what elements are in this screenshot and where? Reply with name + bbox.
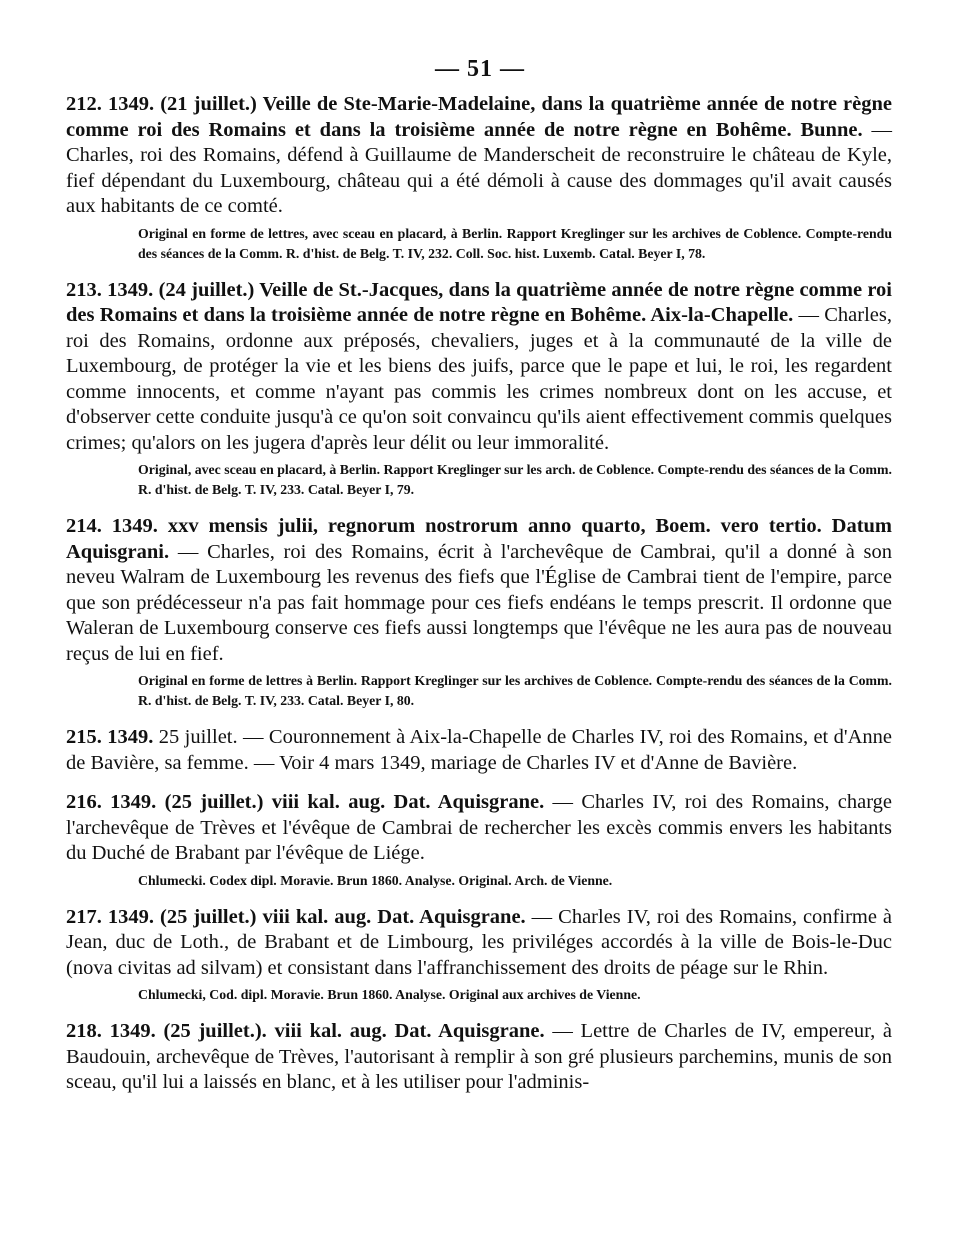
entry-text: [66, 790, 892, 867]
entry-216: [66, 790, 892, 891]
entry-body: — Charles, roi des Romains, défend à Guillaume de Manderscheit de reconstruire le château de Kyle, fief dépendant du Luxembourg, château qui a été démoli à cause des dommages qu'il avait causés aux habitants de ce comté.: [66, 118, 893, 217]
entry-heading: (25 juillet.) viii kal. aug. Dat. Aquisgrane.: [160, 905, 526, 928]
entry-source: Original, avec sceau en placard, à Berlin. Rapport Kreglinger sur les arch. de Coblence. Compte-rendu des séances de la Comm. R. d'hist. de Belg. T. IV, 233. Catal. Beyer I, 79.: [138, 462, 892, 497]
entry-body: — Lettre de Charles de IV, empereur, à Baudouin, archevêque de Trèves, l'autorisant à remplir à son gré plusieurs parchemins, munis de son sceau, qu'il lui a laissés en blanc, et à les utiliser pour l'adminis-: [66, 1020, 893, 1093]
entry-text: [66, 92, 892, 220]
entry-218: [66, 1019, 892, 1096]
entry-213: [66, 278, 892, 501]
entry-text: [66, 905, 892, 982]
entry-heading: (25 juillet.) viii kal. aug. Dat. Aquisgrane.: [164, 791, 545, 813]
entry-source: Chlumecki. Codex dipl. Moravie. Brun 1860. Analyse. Original. Arch. de Vienne.: [138, 872, 613, 888]
entry-text: [66, 514, 892, 667]
entry-217: [66, 905, 892, 1006]
entry-214: [66, 514, 892, 711]
entry-number: 216. 1349.: [66, 791, 157, 813]
entry-heading: (21 juillet.) Veille de Ste-Marie-Madelaine, dans la quatrième année de notre règne comme roi des Romains et dans la troisième année de notre règne en Bohême. Bunne.: [66, 93, 893, 141]
entry-source: Original en forme de lettres, avec sceau en placard, à Berlin. Rapport Kreglinger sur les archives de Coblence. Compte-rendu des séances de la Comm. R. d'hist. de Belg. T. IV, 232. Coll. Soc. hist. Luxemb. Catal. Beyer I, 78.: [138, 225, 892, 261]
entry-body: — Charles IV, roi des Romains, charge l'archevêque de Trèves et l'évêque de Cambrai de rechercher les excès commis envers les habitants du Duché de Brabant par l'évêque de Liége.: [66, 791, 893, 864]
entry-215: [66, 725, 892, 776]
entry-body: 25 juillet. — Couronnement à Aix-la-Chapelle de Charles IV, roi des Romains, et d'Anne de Bavière, sa femme. — Voir 4 mars 1349, mariage de Charles IV et d'Anne de Bavière.: [66, 726, 892, 774]
page-number: — 51 —: [435, 56, 525, 82]
entry-heading: (24 juillet.) Veille de St.-Jacques, dans la quatrième année de notre règne comme roi des Romains et dans la troisième année de notre règne en Bohême. Aix-la-Chapelle.: [66, 278, 893, 326]
entry-number: 217. 1349.: [66, 905, 154, 928]
entry-number: 212. 1349.: [66, 93, 155, 115]
regestes-list: [66, 92, 892, 1110]
entry-text: [66, 1019, 892, 1096]
entry-number: 215. 1349.: [66, 726, 154, 748]
entry-text: [66, 725, 892, 776]
entry-body: — Charles IV, roi des Romains, confirme à Jean, duc de Loth., de Brabant et de Limbourg, les priviléges accordés à la ville de Bois-le-Duc (nova civitas ad silvam) et consistant dans l'affranchissement des droits de péage sur le Rhin.: [66, 905, 893, 979]
entry-source: Original en forme de lettres à Berlin. Rapport Kreglinger sur les archives de Coblence. Compte-rendu des séances de la Comm. R. d'hist. de Belg. T. IV, 233. Catal. Beyer I, 80.: [138, 673, 892, 708]
entry-number: 213. 1349.: [66, 278, 154, 301]
entry-body: — Charles, roi des Romains, écrit à l'archevêque de Cambrai, qu'il a donné à son neveu Walram de Luxembourg les revenus des fiefs que l'Église de Cambrai tient de l'empire, parce que son prédécesseur n'a pas fait hommage pour ces fiefs endéans le temps prescrit. Il ordonne que Waleran de Luxembourg conserve ces fiefs aussi longtemps que l'évêque ne les aura pas de nouveau reçus de lui en fief.: [66, 540, 893, 665]
entry-heading: xxv mensis julii, regnorum nostrorum anno quarto, Boem. vero tertio. Datum Aquisgrani.: [66, 515, 893, 563]
entry-heading: (25 juillet.). viii kal. aug. Dat. Aquisgrane.: [163, 1020, 545, 1042]
entry-text: [66, 278, 892, 457]
entry-212: [66, 92, 892, 264]
entry-number: 214. 1349.: [66, 515, 158, 537]
entry-number: 218. 1349.: [66, 1020, 156, 1042]
entry-body: — Charles, roi des Romains, ordonne aux préposés, chevaliers, juges et à la communauté de la ville de Luxembourg, de protéger la vie et les biens des juifs, parce que le pape et lui, le roi, les regardent comme innocents, et comme n'ayant pas commis les crimes nombreux dont on les accuse, et d'observer cette conduite jusqu'à ce qu'on soit convaincu qu'ils aient effectivement commis quelques crimes; qu'alors on les jugera d'après leur délit ou leur immoralité.: [66, 304, 892, 454]
entry-source: Chlumecki, Cod. dipl. Moravie. Brun 1860. Analyse. Original aux archives de Vienne.: [138, 987, 641, 1002]
